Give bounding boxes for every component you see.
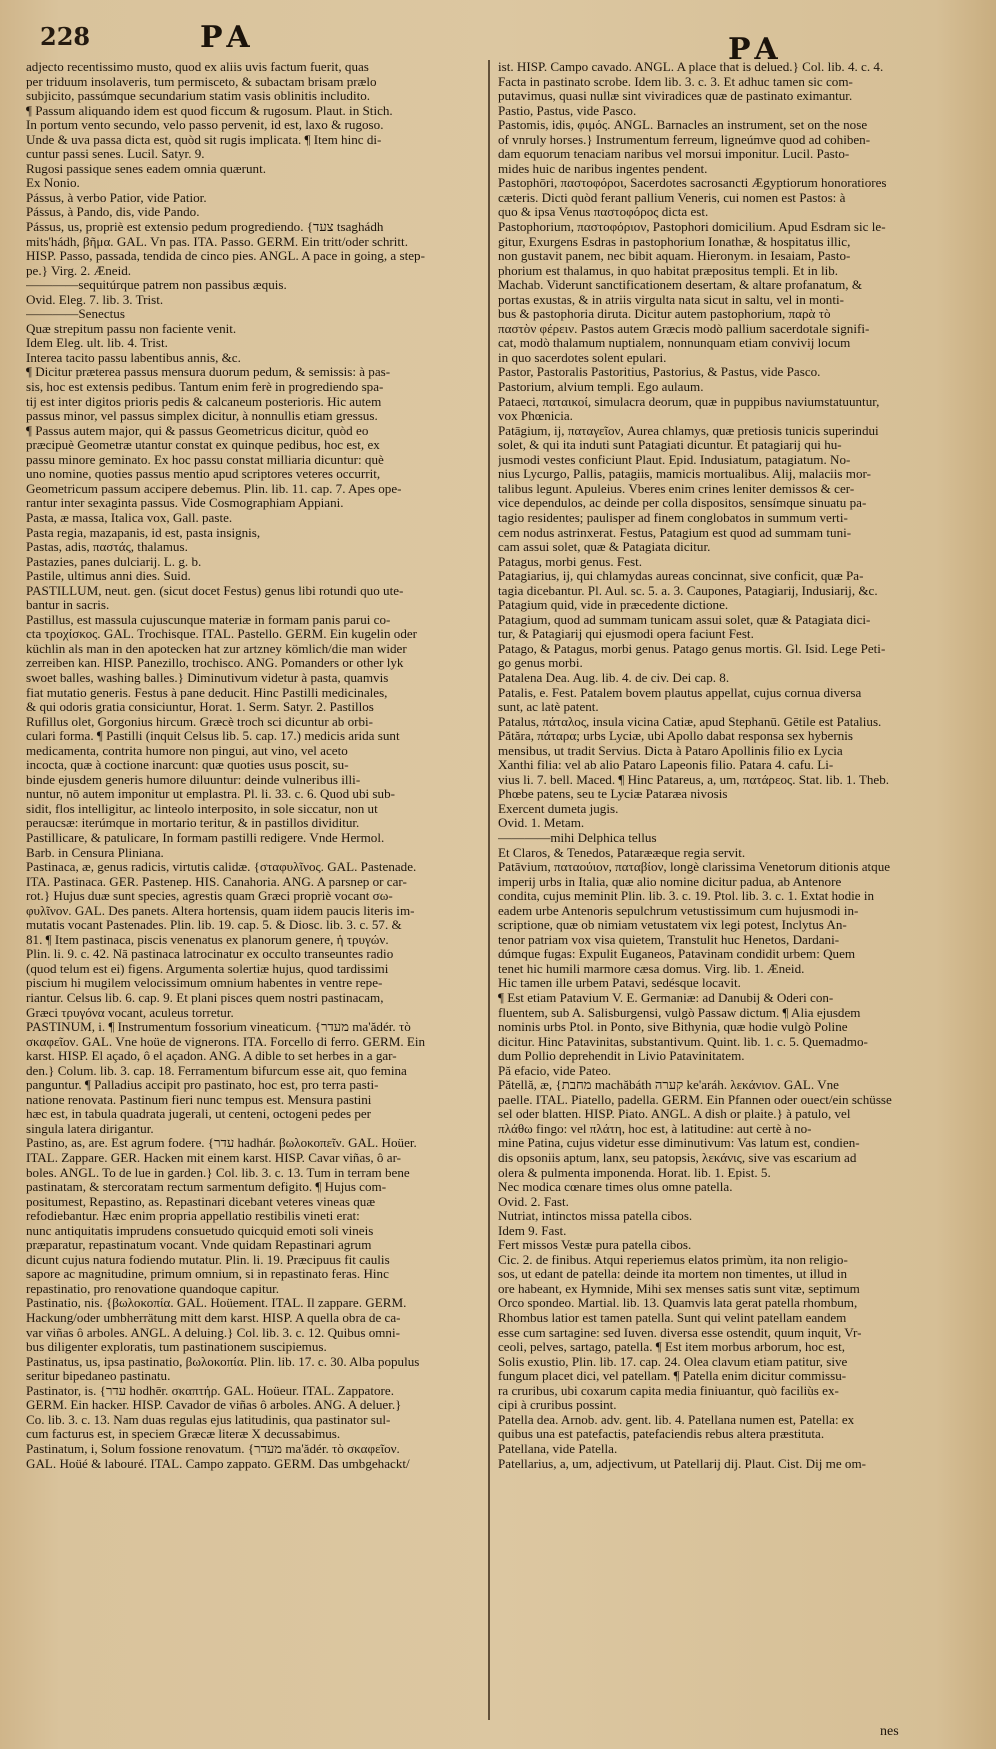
text-line: præcipuè Geometræ utantur constat ex quinque pedibus, hoc est, ex bbox=[26, 438, 380, 453]
text-line: Patalus, πάταλος, insula vicina Catiæ, apud Stephanū. Gētile est Patalius. bbox=[498, 714, 882, 729]
text-line: Pastas, adis, παστάς, thalamus. bbox=[26, 540, 188, 555]
text-line: vice dependulos, ac deinde per colla dispositos, sensímque sinuatu pa- bbox=[498, 496, 867, 511]
text-line: φυλῖνον. GAL. Des panets. Altera hortensis, quam iidem paucis literis im- bbox=[26, 903, 415, 918]
text-line: cuntur passi senes. Lucil. Satyr. 9. bbox=[26, 147, 205, 162]
text-line: imperij urbs in Italia, quæ alio nomine dicitur padua, ab Antenore bbox=[498, 874, 842, 889]
text-line: Hackung/oder umbherrätung mitt dem karst. HISP. A quella obra de ca- bbox=[26, 1311, 401, 1326]
text-line: quibus una est patefactis, patefaciendis rebus altera præstituta. bbox=[498, 1427, 825, 1442]
catchword: nes bbox=[880, 1724, 899, 1739]
text-line: Pastinaca, æ, genus radicis, virtutis calidæ. {σταφυλῖνος. GAL. Pastenade. bbox=[26, 860, 417, 875]
text-line: fluentem, sub A. Salisburgensi, vulgò Passaw dictum. ¶ Alia ejusdem bbox=[498, 1005, 861, 1020]
left-column bbox=[26, 60, 482, 1471]
text-line: per triduum insolaveris, tum permisceto, & subactam brisam prælo bbox=[26, 74, 377, 89]
text-line: ¶ Est etiam Patavium V. E. Germaniæ: ad Danubij & Oderi con- bbox=[498, 991, 834, 1005]
text-line: karst. HISP. El açado, ô el açadon. ANG. A dible to set herbes in a gar- bbox=[26, 1049, 397, 1064]
text-line: tur, & Patagiarij qui ejusmodi opera faciunt Fest. bbox=[498, 627, 754, 642]
text-line: Cic. 2. de finibus. Atqui reperiemus elatos primùm, ita non religio- bbox=[498, 1252, 848, 1267]
text-line: nuntur, nō autem imponitur ut emplastra. Pl. li. 33. c. 6. Quod ubi sub- bbox=[26, 787, 395, 802]
text-line: GERM. Ein hacker. HISP. Cavador de viñas ô arboles. ANG. A deluer.} bbox=[26, 1398, 402, 1413]
text-line: sunt, ac latè patent. bbox=[498, 700, 599, 715]
running-head-right: PA bbox=[728, 32, 784, 67]
text-line: dicunt cujus natura fodiendo mutatur. Plin. li. 19. Præcipuus fit caulis bbox=[26, 1252, 390, 1267]
text-line: Pássus, à verbo Patior, vide Patior. bbox=[26, 190, 207, 205]
text-line: ¶ Dicitur præterea passus mensura duorum pedum, & semissis: à pas- bbox=[26, 365, 391, 380]
text-line: rantur inter sexaginta passus. Vide Cosmographiam Appiani. bbox=[26, 496, 344, 511]
text-line: Orco spondeo. Martial. lib. 13. Quamvis lata gerat patella rhombum, bbox=[498, 1296, 858, 1311]
text-line: nunc antiquitatis imprudens consuetudo quicquid emoti soli vineis bbox=[26, 1223, 374, 1238]
text-line: Patagus, morbi genus. Fest. bbox=[498, 554, 643, 569]
text-line: Pataeci, παταικοί, simulacra deorum, quæ in puppibus naviumstatuuntur, bbox=[498, 394, 880, 409]
text-line: riantur. Celsus lib. 6. cap. 9. Et plani pisces quem nostri pastinacam, bbox=[26, 991, 384, 1005]
text-line: ITA. Pastinaca. GER. Pastenep. HIS. Canahoria. ANG. A parsnep or car- bbox=[26, 874, 407, 889]
text-line: tagia dicebantur. Pl. Aul. sc. 5. a. 3. Caupones, Patagiarij, Indusiarij, &c. bbox=[498, 583, 878, 598]
column-divider bbox=[488, 60, 490, 1720]
text-line: ist. HISP. Campo cavado. ANGL. A place that is delued.} Col. lib. 4. c. 4. bbox=[498, 60, 884, 74]
text-line: Pastazies, panes dulciarij. L. g. b. bbox=[26, 554, 202, 569]
text-line: Pastophorium, παστοφόριον, Pastophori domicilium. Apud Esdram sic le- bbox=[498, 220, 886, 235]
text-line: In portum vento secundo, velo passo pervenit, id est, laxo & rugoso. bbox=[26, 118, 384, 133]
text-line: Pătăra, πάταρα; urbs Lyciæ, ubi Apollo dabat responsa sex hybernis bbox=[498, 729, 854, 744]
text-line: Rugosi passique senes eadem omnia quærunt. bbox=[26, 161, 267, 176]
text-line: Patagium quid, vide in præcedente dictione. bbox=[498, 598, 729, 613]
text-line: Patella dea. Arnob. adv. gent. lib. 4. Patellana numen est, Patella: ex bbox=[498, 1412, 855, 1427]
text-line: cam assui solet, quæ & Patagiata dicitur. bbox=[498, 540, 711, 555]
page-number: 228 bbox=[40, 22, 91, 51]
text-line: tenor patriam vox visa quietem, Transtulit huc Henetos, Dardani- bbox=[498, 932, 840, 947]
text-line: ————Senectus bbox=[26, 307, 125, 322]
text-line: portas exustas, & in atriis virgulta nata sicut in saltu, vel in monti- bbox=[498, 292, 844, 307]
text-line: esse cum sartagine: sed Iuven. diversa esse ostendit, quum inquit, Vr- bbox=[498, 1325, 862, 1340]
text-line: paelle. ITAL. Piatello, padella. GERM. Ein Pfannen oder ouect/ein schüsse bbox=[498, 1092, 892, 1107]
text-line: Patagium, quod ad summam tunicam assui solet, quæ & Patagiata dici- bbox=[498, 612, 871, 627]
text-line: Rhombus latior est tamen patella. Sunt qui velint patellam eandem bbox=[498, 1311, 847, 1326]
text-line: Græci τρυγόνα vocant, aculeus torretur. bbox=[26, 1005, 234, 1020]
text-line: Patāgium, ij, παταγεῖον, Aurea chlamys, quæ pretiosis tunicis superindui bbox=[498, 423, 879, 438]
text-line: cum facturus est, in speciem Græcæ literæ X decussabimus. bbox=[26, 1427, 341, 1442]
text-line: & qui odoris gratia consiciuntur, Horat. 1. Serm. Satyr. 2. Pastillos bbox=[26, 700, 374, 715]
text-line: mutatis vocant Pastenades. Plin. lib. 19. cap. 5. & Diosc. lib. 3. c. 57. & bbox=[26, 918, 402, 933]
text-line: Pă efacio, vide Pateo. bbox=[498, 1063, 612, 1078]
text-line: in quo sacerdotes solent epulari. bbox=[498, 350, 667, 365]
text-line: positumest, Repastino, as. Repastinari dicebant veteres vineas quæ bbox=[26, 1194, 376, 1209]
text-line: natione renovata. Pastinum fieri nunc tempus est. Mensura pastini bbox=[26, 1092, 372, 1107]
text-line: go genus morbi. bbox=[498, 656, 583, 671]
text-line: Unde & uva passa dicta est, quòd sit rugis implicata. ¶ Item hinc di- bbox=[26, 132, 382, 147]
text-line: Ex Nonio. bbox=[26, 176, 80, 191]
text-line: sapore ac magnitudine, primum omnium, si in repastinato feras. Hinc bbox=[26, 1267, 389, 1282]
text-line: singula latera dirigantur. bbox=[26, 1121, 154, 1136]
text-line: tij est inter digitos prioris pedis & calcaneum posterioris. Hic autem bbox=[26, 394, 382, 409]
text-line: Patalis, e. Fest. Patalem bovem plautus appellat, cujus cornua diversa bbox=[498, 685, 862, 700]
text-line: Pastinatum, i, Solum fossione renovatum. {מעדר ma'ădér. τὸ σκαφεῖον. bbox=[26, 1441, 400, 1456]
text-line: ————mihi Delphica tellus bbox=[498, 830, 657, 845]
text-line: solet, & qui ita induti sunt Patagiati dicuntur. Et patagiarij qui hu- bbox=[498, 438, 842, 453]
text-line: cipi à cruribus possint. bbox=[498, 1398, 617, 1413]
text-line: Patagiarius, ij, qui chlamydas aureas concinnat, sive conficit, quæ Pa- bbox=[498, 569, 864, 584]
text-line: Co. lib. 3. c. 13. Nam duas regulas ejus latitudinis, qua pastinator sul- bbox=[26, 1412, 391, 1427]
text-line: Pătellă, æ, {מחבת machăbáth קערה ke'aráh. λεκάνιον. GAL. Vne bbox=[498, 1078, 839, 1093]
text-line: nominis urbs Ptol. in Ponto, sive Bithynia, quæ hodie vulgò Poline bbox=[498, 1020, 848, 1035]
text-line: Xanthi filia: vel ab alio Pataro Lapeonis filio. Patara 4. cafu. Li- bbox=[498, 758, 834, 773]
text-line: dicitur. Hinc Patavinitas, substantivum. Quint. lib. 1. c. 5. Quemadmo- bbox=[498, 1034, 868, 1049]
text-line: HISP. Passo, passada, tendida de cinco pies. ANGL. A pace in going, a step- bbox=[26, 249, 425, 264]
text-line: PASTINUM, i. ¶ Instrumentum fossorium vineaticum. {מעדר ma'ădér. τὸ bbox=[26, 1020, 411, 1035]
text-line: Solis exustio, Plin. lib. 17. cap. 24. Olea clavum etiam patitur, sive bbox=[498, 1354, 848, 1369]
text-line: quo & ipsa Venus παστοφόρος dicta est. bbox=[498, 205, 709, 220]
text-line: Pastillus, est massula cujuscunque materiæ in formam panis parui co- bbox=[26, 612, 391, 627]
text-line: Plin. li. 9. c. 42. Nā pastinaca latrocinatur ex occulto transeuntes radio bbox=[26, 947, 394, 962]
text-line: GAL. Hoüé & labouré. ITAL. Campo zappato. GERM. Das umbgehackt/ bbox=[26, 1456, 410, 1471]
text-line: refodiebantur. Hæc enim propria appellatio restibilis vineti erat: bbox=[26, 1209, 360, 1224]
text-line: rot.} Hujus duæ sunt species, agrestis quam Græci propriè vocant σω- bbox=[26, 889, 393, 904]
text-line: cæteris. Dicti quòd ferant pallium Veneris, cui nomen est Pastos: à bbox=[498, 190, 846, 205]
text-line: Ovid. Eleg. 7. lib. 3. Trist. bbox=[26, 292, 164, 307]
text-line: cat, modò thalamum nuptialem, nonnunquam etiam conviviј locum bbox=[498, 336, 851, 351]
text-line: passu minore geminato. Ex hoc passu constat milliaria dicuntur: què bbox=[26, 452, 384, 467]
text-line: gitur, Exurgens Esdras in pastophorium Ionathæ, & hospitatus illic, bbox=[498, 234, 851, 249]
text-line: boles. ANGL. To de lue in garden.} Col. lib. 3. c. 13. Tum in terram bene bbox=[26, 1165, 410, 1180]
text-line: seritur bipedaneo pastinatu. bbox=[26, 1369, 171, 1384]
text-line: talibus legunt. Apuleius. Vberes enim crines leniter demissos & cer- bbox=[498, 481, 855, 496]
text-line: ¶ Passus autem major, qui & passus Geometricus dicitur, quòd eo bbox=[26, 423, 369, 438]
text-line: Pastomis, idis, φιμός. ANGL. Barnacles an instrument, set on the nose bbox=[498, 118, 868, 133]
text-line: Idem 9. Fast. bbox=[498, 1223, 567, 1238]
text-line: Barb. in Censura Pliniana. bbox=[26, 845, 164, 860]
text-line: bus & pastophoria diruta. Dicitur autem pastophorium, παρὰ τὸ bbox=[498, 307, 831, 322]
text-line: ITAL. Zappare. GER. Hacken mit einem karst. HISP. Cavar viñas, ô ar- bbox=[26, 1151, 402, 1166]
text-line: πλάθω fingo: vel πλάτη, hoc est, à latitudine: aut certè à no- bbox=[498, 1121, 812, 1136]
text-line: (quod telum est ei) figens. Argumenta solertiæ hujus, quod tardissimi bbox=[26, 961, 389, 976]
text-line: condita, cujus meminit Plin. lib. 3. c. 19. Ptol. lib. 3. c. 1. Extat hodie in bbox=[498, 889, 875, 904]
text-line: ¶ Passum aliquando idem est quod ficcum & rugosum. Plaut. in Stich. bbox=[26, 103, 393, 118]
text-line: Pastinatus, us, ipsa pastinatio, βωλοκοπία. Plin. lib. 17. c. 30. Alba populus bbox=[26, 1354, 420, 1369]
text-line: uno nomine, quoties passus mentio apud scriptores veteres occurrit, bbox=[26, 467, 381, 482]
text-line: putavimus, quasi nullæ sint viviradices quæ de pastinato eximantur. bbox=[498, 89, 853, 104]
text-line: Pastor, Pastoralis Pastoritius, Pastorius, & Pastus, vide Pasco. bbox=[498, 365, 821, 380]
text-line: bus diligenter exploratis, tum pastinationem suscipiemus. bbox=[26, 1340, 327, 1355]
text-line: küchlin als man in den apotecken hat zur artzney kömlich/die man wider bbox=[26, 641, 407, 656]
running-head-left: PA bbox=[200, 20, 256, 55]
text-line: phorium est thalamus, in quo habitat præpositus templi. Et in lib. bbox=[498, 263, 839, 278]
text-line: Hic tamen ille urbem Patavi, sedésque locavit. bbox=[498, 976, 741, 991]
text-line: ceoli, pelves, sartago, patella. ¶ Est item morbus arborum, hoc est, bbox=[498, 1340, 846, 1355]
text-line: Quæ strepitum passu non faciente venit. bbox=[26, 321, 237, 336]
text-line: Pasta, æ massa, Italica vox, Gall. paste. bbox=[26, 510, 233, 525]
text-line: zerreiben kan. HISP. Panezillo, trochisco. ANG. Pomanders or other lyk bbox=[26, 656, 404, 671]
text-line: peraucsæ: iterúmque in mortario teritur, & in pastillos dividitur. bbox=[26, 816, 360, 831]
text-line: bantur in sacris. bbox=[26, 598, 110, 613]
text-line: Pasta regia, mazapanis, id est, pasta insignis, bbox=[26, 525, 261, 540]
text-line: Pastorium, alvium templi. Ego aulaum. bbox=[498, 380, 704, 395]
text-line: Patago, & Patagus, morbi genus. Patago genus mortis. Gl. Isid. Lege Peti- bbox=[498, 641, 886, 656]
text-line: Ovid. 2. Fast. bbox=[498, 1194, 569, 1209]
text-line: non gustavit panem, nec bibit aquam. Hieronym. in Iesaiam, Pasto- bbox=[498, 249, 851, 264]
text-line: sel oder blatten. HISP. Piato. ANGL. A dish or plaite.} à patulo, vel bbox=[498, 1107, 851, 1122]
text-line: of vnruly horses.} Instrumentum ferreum, ligneúmve quod ad cohiben- bbox=[498, 132, 871, 147]
text-line: σκαφεῖον. GAL. Vne hoüe de vignerons. ITA. Forcello di ferro. GERM. Ein bbox=[26, 1034, 426, 1049]
text-line: mits'hádh, βῆμα. GAL. Vn pas. ITA. Passo. GERM. Ein tritt/oder schritt. bbox=[26, 234, 408, 249]
text-line: Patellarius, a, um, adjectivum, ut Patellarij dij. Plaut. Cist. Dij me om- bbox=[498, 1456, 867, 1471]
text-line: Et Claros, & Tenedos, Patarææque regia servit. bbox=[498, 845, 746, 860]
text-line: Pastinator, is. {עדר hodhēr. σκαπτήρ. GAL. Hoüeur. ITAL. Zappatore. bbox=[26, 1383, 394, 1398]
text-line: Nec modica cœnare times olus omne patella. bbox=[498, 1180, 733, 1195]
right-column bbox=[498, 60, 968, 1471]
text-line: culari forma. ¶ Pastilli (inquit Celsus lib. 5. cap. 17.) medicis arida sunt bbox=[26, 729, 400, 744]
text-line: dis opsoniis aptum, lanx, seu patopsis, λεκάνις, sive vas escarium ad bbox=[498, 1151, 857, 1166]
text-line: adjecto recentissimo musto, quod ex aliis uvis factum fuerit, quas bbox=[26, 60, 369, 74]
text-line: mides huic de naribus ingentes pendent. bbox=[498, 161, 708, 176]
text-line: den.} Colum. lib. 3. cap. 18. Ferramentum bifurcum esse ait, quo femina bbox=[26, 1063, 407, 1078]
text-line: eadem urbe Antenoris sepulchrum vetustissimum cum hujusmodi in- bbox=[498, 903, 859, 918]
text-line: vius li. 7. bell. Maced. ¶ Hinc Patareus, a, um, πατάρεος. Stat. lib. 1. Theb. bbox=[498, 772, 890, 787]
text-line: mine Patina, cujus videtur esse diminutivum: Vas latum est, condien- bbox=[498, 1136, 860, 1151]
text-line: fiat mutatio generis. Festus à pane deducit. Hinc Pastilli medicinales, bbox=[26, 685, 388, 700]
text-line: ore habeant, ex Hymnide, Mihi sex menses satis sunt vitæ, septimum bbox=[498, 1281, 860, 1296]
text-line: Pastino, as, are. Est agrum fodere. {עדר hadhár. βωλοκοπεῖν. GAL. Hoüer. bbox=[26, 1136, 417, 1151]
text-line: pastinatam, & stercoratam rectum sarmentum defigito. ¶ Hujus com- bbox=[26, 1180, 387, 1195]
text-line: PASTILLUM, neut. gen. (sicut docet Festus) genus libi rotundi quo ute- bbox=[26, 583, 404, 598]
text-line: Pássus, us, propriè est extensio pedum progrediendo. {צעד tsaghádh bbox=[26, 220, 384, 235]
text-line: Pastophōri, παστοφόροι, Sacerdotes sacrosancti Ægyptiorum honoratiores bbox=[498, 176, 887, 191]
text-line: subjicito, passúmque secundarium statim vasis oblinitis includito. bbox=[26, 89, 371, 104]
text-line: cta τροχίσκος. GAL. Trochisque. ITAL. Pastello. GERM. Ein kugelin oder bbox=[26, 627, 418, 642]
text-line: Rufillus olet, Gorgonius hircum. Græcè troch sci dicuntur ab orbi- bbox=[26, 714, 374, 729]
text-line: Patalena Dea. Aug. lib. 4. de civ. Dei cap. 8. bbox=[498, 670, 730, 685]
text-line: 81. ¶ Item pastinaca, piscis venenatus ex planorum genere, ἡ τρυγών. bbox=[26, 932, 389, 947]
text-line: olera & pulmenta imponenda. Horat. lib. 1. Epist. 5. bbox=[498, 1165, 771, 1180]
text-line: dúmque fugas: Expulit Euganeos, Patavinam condidit urbem: Quem bbox=[498, 947, 856, 962]
text-line: mensibus, ut tradit Servius. Dicta à Pataro Apollinis filio ex Lycia bbox=[498, 743, 843, 758]
text-line: sidit, flos intelligitur, ac linteolo interposito, in sole siccatur, non ut bbox=[26, 801, 378, 816]
text-line: Pastio, Pastus, vide Pasco. bbox=[498, 103, 637, 118]
text-line: dum Pollio deprehendit in Livio Patavinitatem. bbox=[498, 1049, 745, 1064]
text-line: piscium hi mugilem velocissimum omnium habentes in ventre repe- bbox=[26, 976, 383, 991]
text-line: παστὸν φέρειν. Pastos autem Græcis modò pallium sacerdotale signifi- bbox=[498, 321, 870, 336]
text-line: Nutriat, intinctos missa patella cibos. bbox=[498, 1209, 693, 1224]
text-line: Pastinatio, nis. {βωλοκοπία. GAL. Hoüement. ITAL. Il zappare. GERM. bbox=[26, 1296, 407, 1311]
text-line: scriptione, quæ ob nimiam vetustatem vix legi potest, Inclytus An- bbox=[498, 918, 847, 933]
text-line: Patellana, vide Patella. bbox=[498, 1441, 618, 1456]
text-line: ra cruribus, ubi coxarum capita media finiuantur, quò faciliùs ex- bbox=[498, 1383, 839, 1398]
text-line: cem nodus astrinxerat. Festus, Patagium est quod ad summam tuni- bbox=[498, 525, 852, 540]
text-line: incocta, quæ à coctione inarcunt: quæ quoties usus poscit, su- bbox=[26, 758, 349, 773]
text-line: sis, hoc est extensis pedibus. Tantum enim ferè in progrediendo spa- bbox=[26, 380, 384, 395]
text-line: Interea tacito passu labentibus annis, &c. bbox=[26, 350, 241, 365]
text-line: Machab. Viderunt sanctificationem desertam, & altare profanatum, & bbox=[498, 278, 863, 293]
text-line: nius Lycurgo, Pallis, patagiis, mamicis mortualibus. Alij, malaciis mor- bbox=[498, 467, 871, 482]
text-line: tagio residentes; paulisper ad finem conglobatos in summum verti- bbox=[498, 510, 848, 525]
text-line: var viñas ô arboles. ANGL. A deluing.} Col. lib. 3. c. 12. Quibus omni- bbox=[26, 1325, 400, 1340]
text-line: tenet hic humili marmore cæsa domus. Virg. lib. 1. Æneid. bbox=[498, 961, 805, 976]
text-line: hæc est, in tabula quadrata jugerali, ut centeni, octogeni pedes per bbox=[26, 1107, 372, 1122]
text-line: passus minor, vel passus simplex dicitur, à nonnullis etiam gressus. bbox=[26, 409, 378, 424]
text-line: Ovid. 1. Metam. bbox=[498, 816, 585, 831]
text-line: dam equorum tenaciam naribus vel morsui imponitur. Lucil. Pasto- bbox=[498, 147, 850, 162]
text-line: medicamenta, contrita humore non pingui, aut vino, vel aceto bbox=[26, 743, 348, 758]
text-line: Fert missos Vestæ pura patella cibos. bbox=[498, 1238, 692, 1253]
text-line: præparatur, repastinatum vocant. Vnde quidam Repastinari agrum bbox=[26, 1238, 372, 1253]
text-line: binde ejusdem generis humore diluuntur: deinde vulneribus illi- bbox=[26, 772, 361, 787]
text-line: Facta in pastinato scrobe. Idem lib. 3. c. 3. Et adhuc tamen sic com- bbox=[498, 74, 853, 89]
text-line: repastinatio, pro renovatione quandoque capitur. bbox=[26, 1281, 280, 1296]
text-line: fungum placet dici, vel patellam. ¶ Patella enim dicitur commissu- bbox=[498, 1369, 847, 1384]
text-line: ————sequitúrque patrem non passibus æquis. bbox=[26, 278, 287, 293]
text-line: Geometricum passum accipere debemus. Plin. lib. 11. cap. 7. Apes ope- bbox=[26, 481, 402, 496]
text-line: vox Phœnicia. bbox=[498, 409, 573, 424]
text-line: Pastillicare, & patulicare, In formam pastilli redigere. Vnde Hermol. bbox=[26, 830, 385, 845]
text-line: Phœbe patens, seu te Lyciæ Pataræa nivosis bbox=[498, 787, 728, 802]
text-line: jusmodi vestes conficiunt Plaut. Epid. Indusiatum, patagiatum. No- bbox=[498, 452, 851, 467]
text-line: Pássus, à Pando, dis, vide Pando. bbox=[26, 205, 200, 220]
text-line: pe.} Virg. 2. Æneid. bbox=[26, 263, 132, 278]
text-line: Idem Eleg. ult. lib. 4. Trist. bbox=[26, 336, 168, 351]
text-line: Pastile, ultimus anni dies. Suid. bbox=[26, 569, 191, 584]
text-line: Patāvium, παταούιον, παταβίον, longè clarissima Venetorum ditionis atque bbox=[498, 860, 891, 875]
text-line: swoet balles, washing balles.} Diminutivum videtur à pasta, quamvis bbox=[26, 670, 389, 685]
text-line: sos, ut edant de patella: deinde ita mortem non timentes, ut illud in bbox=[498, 1267, 848, 1282]
text-line: panguntur. ¶ Palladius accipit pro pastinato, hoc est, pro terra pasti- bbox=[26, 1078, 379, 1093]
text-line: Exercent dumeta jugis. bbox=[498, 801, 619, 816]
